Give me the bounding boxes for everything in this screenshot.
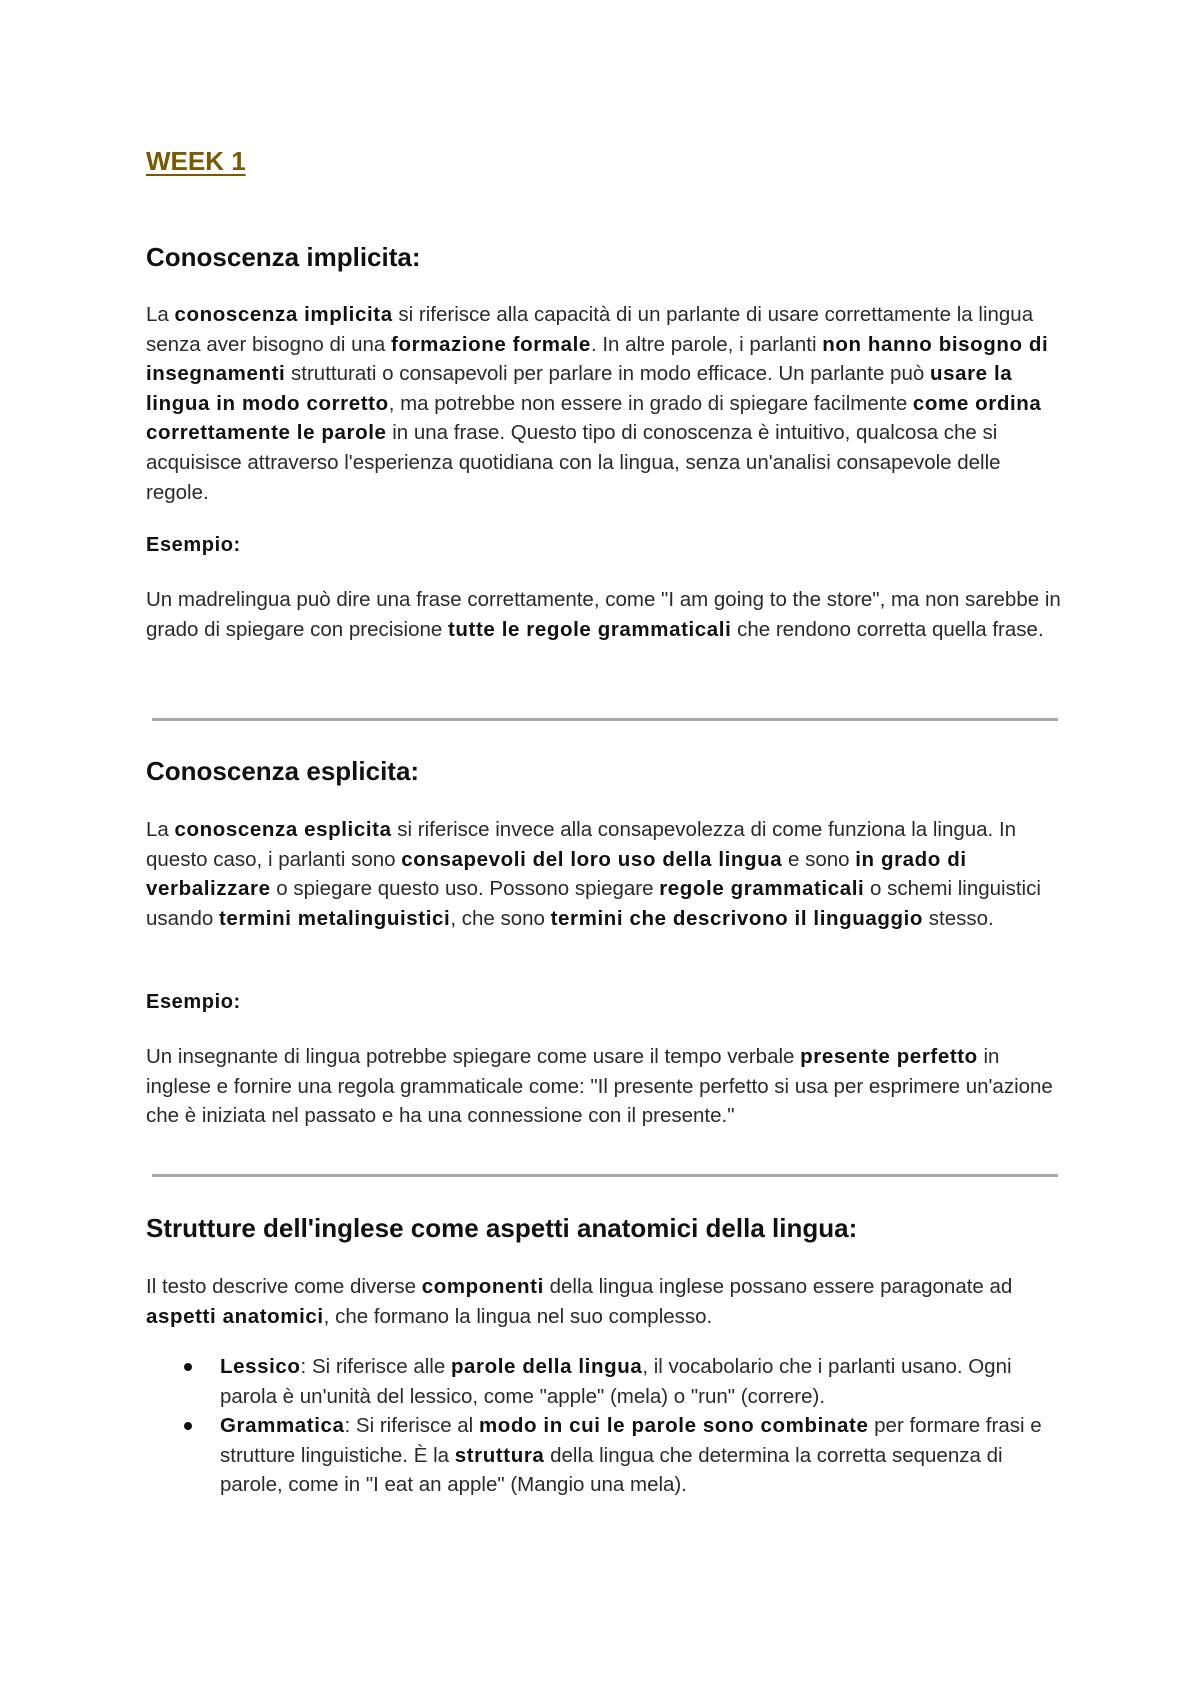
list-item-grammatica <box>146 1411 1066 1500</box>
bold-term: struttura <box>454 1443 545 1467</box>
bold-term: termini che descrivono il linguaggio <box>550 906 924 930</box>
divider <box>152 718 1058 721</box>
bold-term: componenti <box>421 1275 544 1298</box>
bullet-icon <box>184 1363 192 1371</box>
paragraph-strutture: Il testo descrive come diverse componenti della lingua inglese possano essere paragonate ad aspetti anatomici, che formano la lingua nel suo complesso. <box>146 1275 1013 1328</box>
bold-term: formazione formale <box>391 332 591 356</box>
paragraph-esplicita: La conoscenza esplicita si riferisce invece alla consapevolezza di come funziona la lingua. In questo caso, i parlanti sono consapevoli del loro uso della lingua e sono in grado di verbalizzare o spiegare questo uso. Possono spiegare regole grammaticali o schemi linguistici usando termini metalinguistici, che sono termini che descrivono il linguaggio stesso. <box>146 818 1041 930</box>
heading-conoscenza-implicita: Conoscenza implicita: <box>146 242 421 272</box>
heading-strutture: Strutture dell'inglese come aspetti anatomici della lingua: <box>146 1213 858 1243</box>
bold-term: regole grammaticali <box>659 877 865 901</box>
list-item-text: Grammatica: Si riferisce al modo in cui le parole sono combinate per formare frasi e strutture linguistiche. È la struttura della lingua che determina la corretta sequenza di parole, come in "I eat an apple" (Mangio una mela). <box>220 1414 1042 1497</box>
bold-term: termini metalinguistici <box>218 906 451 930</box>
bullet-icon <box>184 1422 192 1430</box>
bold-term: presente perfetto <box>800 1045 978 1068</box>
bold-term: tutte le regole grammaticali <box>448 617 732 641</box>
example-label-esplicita: Esempio: <box>146 991 241 1013</box>
heading-conoscenza-esplicita: Conoscenza esplicita: <box>146 756 420 786</box>
paragraph-implicita: La conoscenza implicita si riferisce alla capacità di un parlante di usare correttamente la lingua senza aver bisogno di una formazione formale. In altre parole, i parlanti non hanno bisogno di insegnamenti strutturati o consapevoli per parlare in modo efficace. Un parlante può usare la lingua in modo corretto, ma potrebbe non essere in grado di spiegare facilmente come ordina correttamente le parole in una frase. Questo tipo di conoscenza è intuitivo, qualcosa che si acquisisce attraverso l'esperienza quotidiana con la lingua, senza un'analisi consapevole delle regole. <box>146 303 1049 504</box>
example-esplicita: Un insegnante di lingua potrebbe spiegare come usare il tempo verbale presente perfetto in inglese e fornire una regola grammaticale come: "Il presente perfetto si usa per esprimere un'azione che è iniziata nel passato e ha una connessione con il presente." <box>146 1045 1053 1128</box>
bullet-list <box>146 1352 1066 1500</box>
bold-term: usare la lingua in modo corretto <box>146 362 1013 415</box>
bold-term: in grado di verbalizzare <box>146 847 967 901</box>
example-implicita: Un madrelingua può dire una frase correttamente, come "I am going to the store", ma non sarebbe in grado di spiegare con precisione tutte le regole grammaticali che rendono corretta quella frase. <box>146 588 1061 641</box>
bold-term: come ordina correttamente le parole <box>146 391 1042 445</box>
bold-term: conoscenza implicita <box>174 303 393 326</box>
bold-term: Grammatica <box>220 1414 345 1438</box>
bold-term: conoscenza esplicita <box>174 818 392 841</box>
bold-term: consapevoli del loro uso della lingua <box>401 847 783 871</box>
list-item-text: Lessico: Si riferisce alle parole della lingua, il vocabolario che i parlanti usano. Ogni parola è un'unità del lessico, come "apple" (mela) o "run" (correre). <box>220 1355 1012 1408</box>
bold-term: non hanno bisogno di insegnamenti <box>146 332 1049 386</box>
bold-term: aspetti anatomici <box>146 1304 324 1328</box>
divider <box>152 1174 1058 1177</box>
bold-term: parole della lingua <box>450 1355 643 1378</box>
example-label-implicita: Esempio: <box>146 534 241 556</box>
bold-term: modo in cui le parole sono combinate <box>478 1414 869 1438</box>
list-item-lessico <box>146 1352 1066 1411</box>
week-title: WEEK 1 <box>146 146 246 176</box>
bold-term: Lessico <box>220 1355 301 1378</box>
